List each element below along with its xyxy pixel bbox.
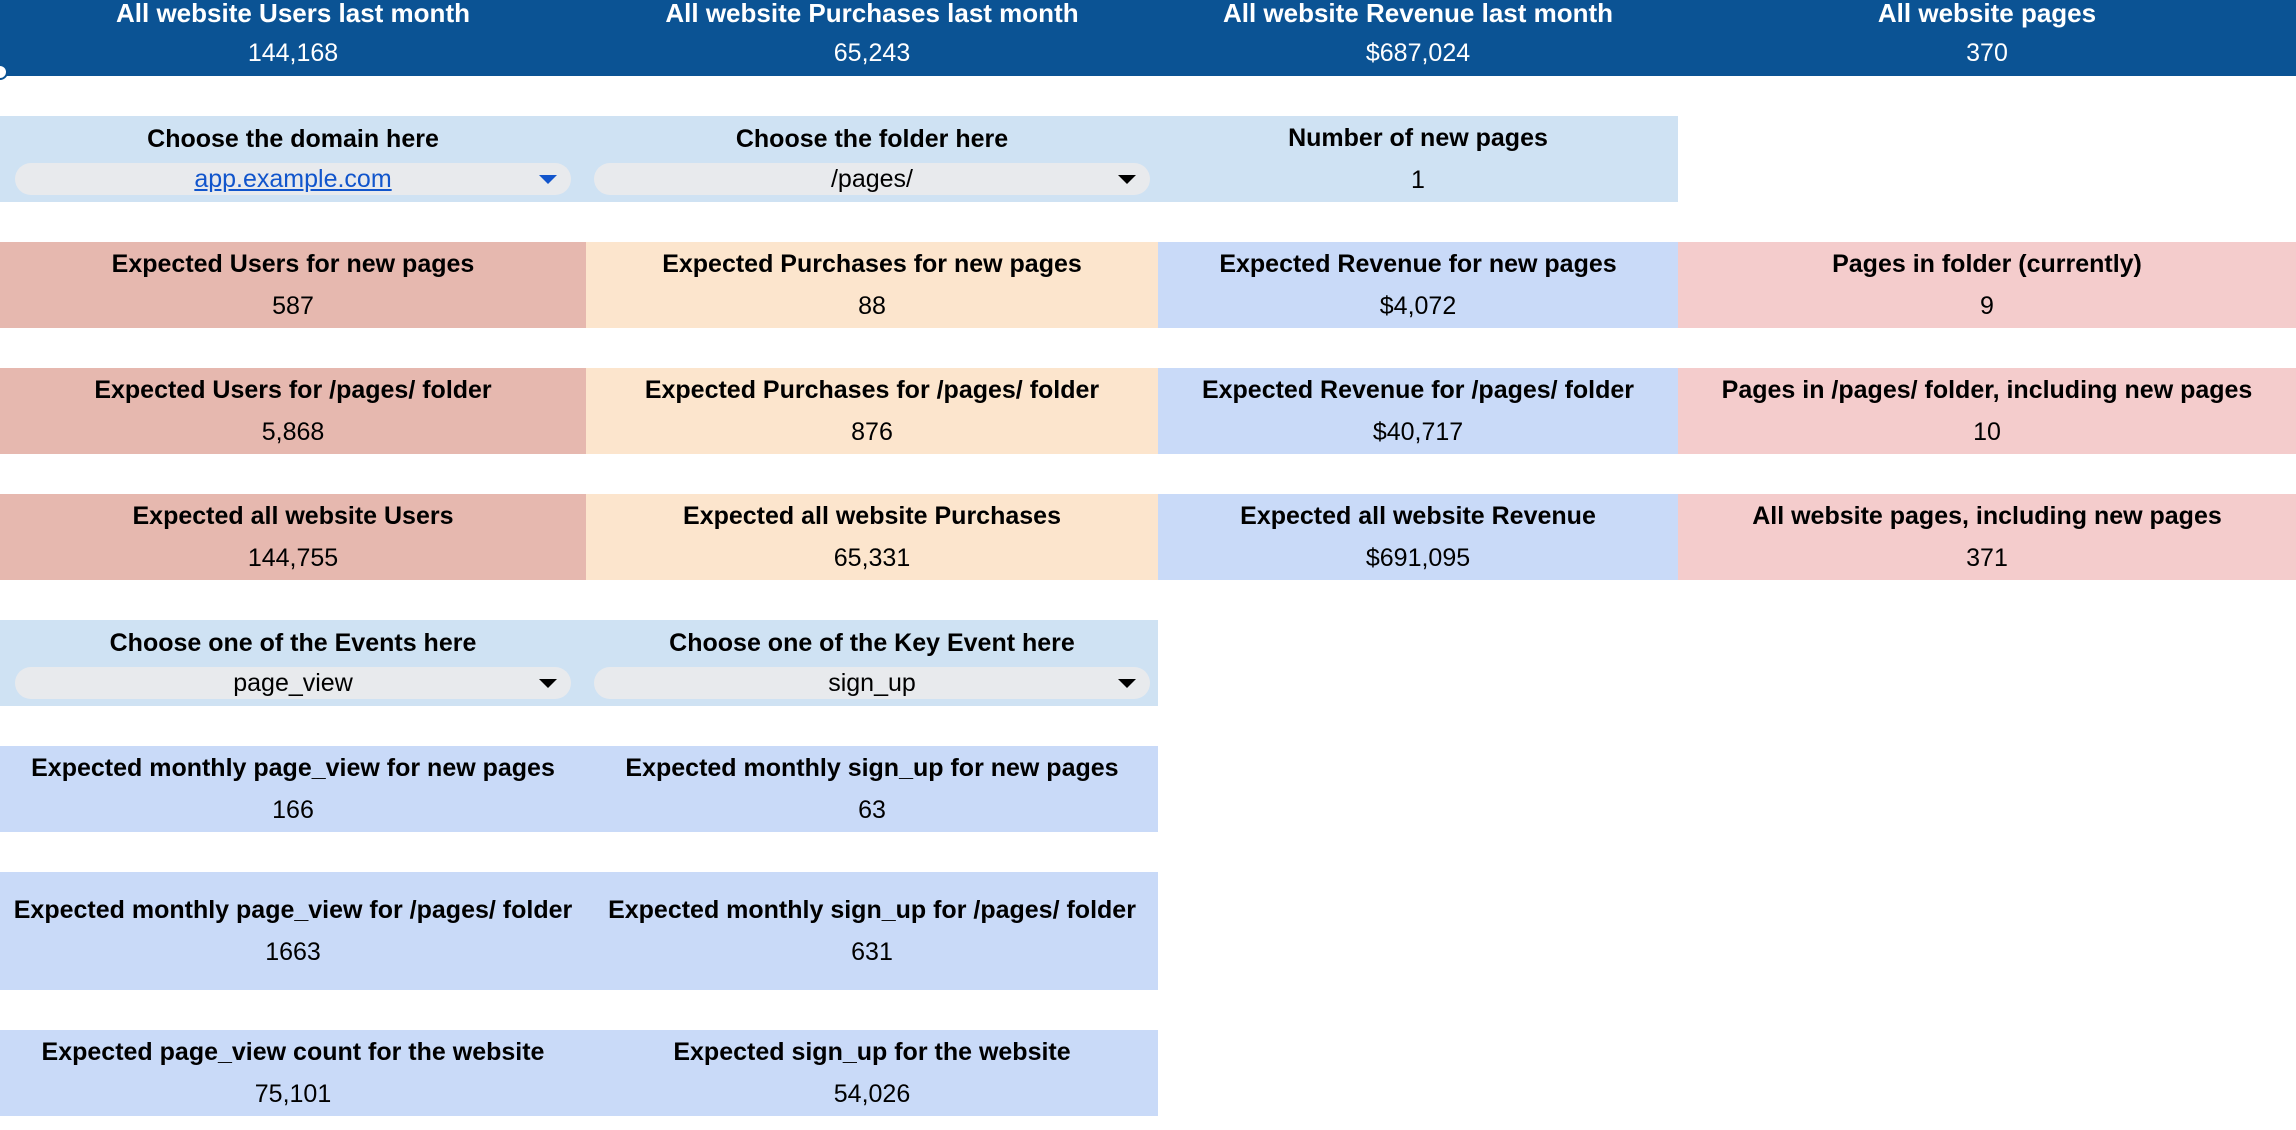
- folder-pages-total-value: 10: [1973, 418, 2001, 446]
- key-event-selector-label: Choose one of the Key Event here: [669, 629, 1075, 657]
- new-pages-purchases-label: Expected Purchases for new pages: [662, 250, 1082, 278]
- website-revenue-cell[interactable]: [1158, 494, 1678, 580]
- new-pages-input-value[interactable]: 1: [1411, 166, 1425, 194]
- folder-users-cell[interactable]: [0, 368, 586, 454]
- folder-purchases-label: Expected Purchases for /pages/ folder: [644, 376, 1100, 404]
- folder-pages-current-value: 9: [1980, 292, 1994, 320]
- folder-dropdown[interactable]: [594, 163, 1150, 195]
- event-new-pages-cell[interactable]: [0, 746, 586, 832]
- event-new-pages-label: Expected monthly page_view for new pages: [31, 754, 555, 782]
- new-pages-input-cell[interactable]: [1158, 116, 1678, 202]
- new-pages-purchases-cell[interactable]: [586, 242, 1158, 328]
- header-pages-label: All website pages: [1877, 0, 2097, 28]
- website-purchases-cell[interactable]: [586, 494, 1158, 580]
- domain-selector-cell: [0, 116, 586, 202]
- header-purchases-label: All website Purchases last month: [665, 0, 1079, 28]
- website-purchases-label: Expected all website Purchases: [683, 502, 1061, 530]
- chevron-down-icon[interactable]: [539, 175, 557, 184]
- website-users-cell[interactable]: [0, 494, 586, 580]
- folder-users-value: 5,868: [261, 418, 325, 446]
- header-revenue-value: $687,024: [1365, 39, 1471, 67]
- website-revenue-label: Expected all website Revenue: [1240, 502, 1596, 530]
- new-pages-revenue-value: $4,072: [1379, 292, 1457, 320]
- new-pages-users-value: 587: [272, 292, 314, 320]
- key-event-dropdown[interactable]: [594, 667, 1150, 699]
- key-event-dropdown-value: sign_up: [828, 669, 916, 697]
- selectors-row: [0, 116, 1678, 202]
- website-users-value: 144,755: [247, 544, 339, 572]
- new-pages-users-cell[interactable]: [0, 242, 586, 328]
- new-pages-row: [0, 242, 2296, 328]
- header-users-cell[interactable]: [0, 0, 586, 76]
- key-event-new-pages-value: 63: [858, 796, 886, 824]
- folder-pages-current-cell[interactable]: [1678, 242, 2296, 328]
- event-website-label: Expected page_view count for the website: [41, 1038, 545, 1066]
- event-folder-cell[interactable]: [0, 872, 586, 990]
- domain-dropdown[interactable]: [15, 163, 571, 195]
- key-event-folder-cell[interactable]: [586, 872, 1158, 990]
- event-selector-label: Choose one of the Events here: [109, 629, 477, 657]
- event-folder-row: [0, 872, 1158, 990]
- website-pages-total-label: All website pages, including new pages: [1752, 502, 2222, 530]
- summary-header: [0, 0, 2296, 76]
- event-dropdown[interactable]: [15, 667, 571, 699]
- key-event-website-label: Expected sign_up for the website: [673, 1038, 1071, 1066]
- new-pages-revenue-cell[interactable]: [1158, 242, 1678, 328]
- folder-row: [0, 368, 2296, 454]
- event-website-row: [0, 1030, 1158, 1116]
- website-purchases-value: 65,331: [833, 544, 911, 572]
- event-website-cell[interactable]: [0, 1030, 586, 1116]
- chevron-down-icon[interactable]: [1118, 175, 1136, 184]
- key-event-selector-cell: [586, 620, 1158, 706]
- event-new-pages-value: 166: [272, 796, 314, 824]
- events-selectors-row: [0, 620, 1158, 706]
- new-pages-users-label: Expected Users for new pages: [111, 250, 475, 278]
- folder-revenue-label: Expected Revenue for /pages/ folder: [1201, 376, 1635, 404]
- website-revenue-value: $691,095: [1365, 544, 1471, 572]
- folder-selector-label: Choose the folder here: [735, 125, 1009, 153]
- key-event-new-pages-cell[interactable]: [586, 746, 1158, 832]
- folder-pages-total-cell[interactable]: [1678, 368, 2296, 454]
- chevron-down-icon[interactable]: [539, 679, 557, 688]
- website-users-label: Expected all website Users: [132, 502, 454, 530]
- header-users-value: 144,168: [247, 39, 339, 67]
- header-users-label: All website Users last month: [116, 0, 470, 28]
- folder-revenue-value: $40,717: [1372, 418, 1464, 446]
- header-pages-value: 370: [1966, 39, 2008, 67]
- folder-purchases-cell[interactable]: [586, 368, 1158, 454]
- chevron-down-icon[interactable]: [1118, 679, 1136, 688]
- event-folder-label: Expected monthly page_view for /pages/ folder: [13, 896, 573, 924]
- website-pages-total-value: 371: [1966, 544, 2008, 572]
- key-event-folder-label: Expected monthly sign_up for /pages/ folder: [608, 896, 1136, 924]
- folder-users-label: Expected Users for /pages/ folder: [94, 376, 492, 404]
- event-folder-value: 1663: [265, 938, 321, 966]
- event-new-pages-row: [0, 746, 1158, 832]
- event-selector-cell: [0, 620, 586, 706]
- header-pages-cell[interactable]: [1678, 0, 2296, 76]
- folder-purchases-value: 876: [851, 418, 893, 446]
- key-event-website-cell[interactable]: [586, 1030, 1158, 1116]
- key-event-new-pages-label: Expected monthly sign_up for new pages: [625, 754, 1119, 782]
- folder-revenue-cell[interactable]: [1158, 368, 1678, 454]
- website-pages-total-cell[interactable]: [1678, 494, 2296, 580]
- header-purchases-cell[interactable]: [586, 0, 1158, 76]
- header-revenue-label: All website Revenue last month: [1222, 0, 1614, 28]
- new-pages-revenue-label: Expected Revenue for new pages: [1219, 250, 1617, 278]
- event-website-value: 75,101: [254, 1080, 332, 1108]
- domain-dropdown-value[interactable]: app.example.com: [194, 165, 392, 193]
- domain-selector-label: Choose the domain here: [147, 125, 439, 153]
- event-dropdown-value: page_view: [233, 669, 353, 697]
- header-revenue-cell[interactable]: [1158, 0, 1678, 76]
- folder-pages-total-label: Pages in /pages/ folder, including new pages: [1721, 376, 2253, 404]
- header-purchases-value: 65,243: [833, 39, 911, 67]
- new-pages-purchases-value: 88: [858, 292, 886, 320]
- key-event-website-value: 54,026: [833, 1080, 911, 1108]
- folder-dropdown-value: /pages/: [830, 165, 913, 193]
- folder-selector-cell: [586, 116, 1158, 202]
- website-row: [0, 494, 2296, 580]
- new-pages-input-label: Number of new pages: [1288, 124, 1548, 152]
- key-event-folder-value: 631: [851, 938, 893, 966]
- folder-pages-current-label: Pages in folder (currently): [1832, 250, 2142, 278]
